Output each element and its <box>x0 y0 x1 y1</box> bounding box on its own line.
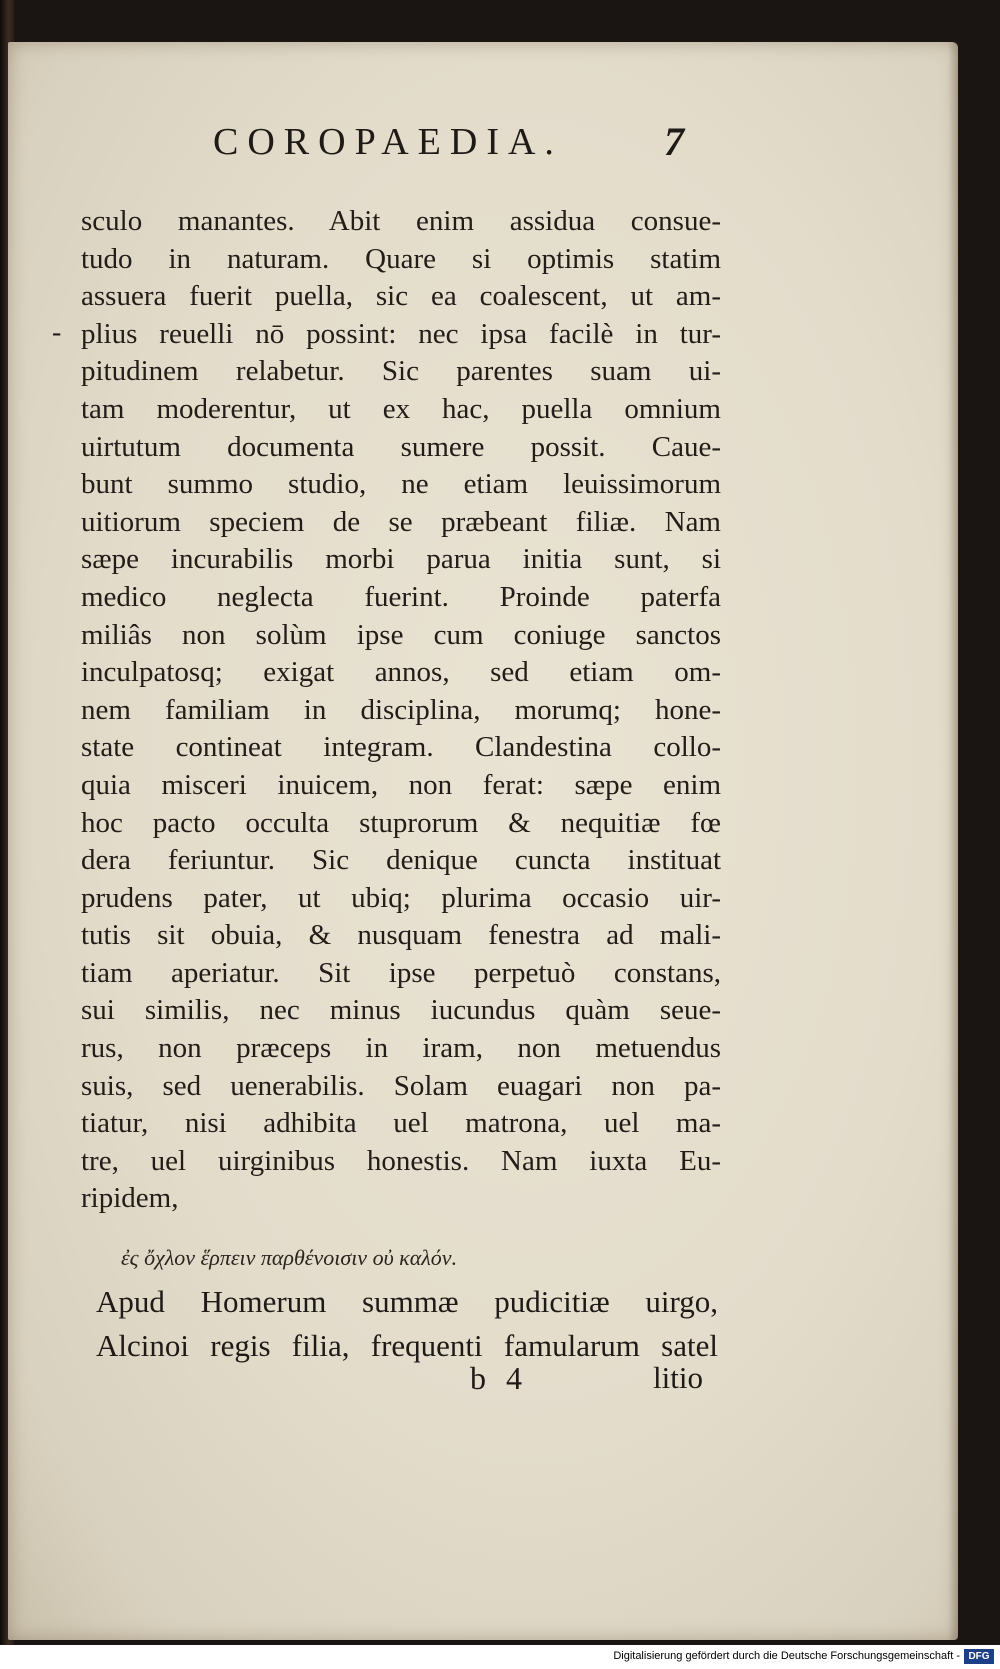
text-line: medico neglecta fuerint. Proinde paterfa <box>81 580 721 613</box>
text-line: bunt summo studio, ne etiam leuissimorum <box>81 468 721 501</box>
text-line: uirtutum documenta sumere possit. Caue- <box>81 430 721 463</box>
greek-quotation: ἐς ὄχλον ἕρπειν παρθένοισιν οὐ καλόν. <box>121 1245 458 1270</box>
body-text <box>81 203 721 1218</box>
text-line: dera feriuntur. Sic denique cuncta instituat <box>81 844 721 877</box>
page-number: 7 <box>664 119 684 164</box>
text-line: hoc pacto occulta stuprorum & nequitiæ fœ <box>81 806 721 839</box>
text-line: sculo manantes. Abit enim assidua consue- <box>81 205 721 237</box>
page-header <box>8 120 958 170</box>
text-line: tiatur, nisi adhibita uel matrona, uel ma- <box>81 1107 721 1140</box>
text-line: uitiorum speciem de se præbeant filiæ. Nam <box>81 505 721 538</box>
bottom-paragraph <box>96 1280 718 1368</box>
text-line: suis, sed uenerabilis. Solam euagari non pa- <box>81 1069 721 1102</box>
dfg-logo: DFG <box>964 1649 994 1664</box>
text-line: rus, non præceps in iram, non metuendus <box>81 1032 721 1065</box>
page-edge-shadow <box>948 42 958 1640</box>
text-line: Alcinoi regis filia, frequenti famularum satel <box>96 1328 718 1363</box>
catchword: litio <box>653 1360 703 1395</box>
book-page <box>8 42 958 1640</box>
footer-bar <box>0 1645 1000 1669</box>
text-line: plius reuelli nō possint: nec ipsa facilè in tur- <box>81 317 721 350</box>
text-line: Apud Homerum summæ pudicitiæ uirgo, <box>96 1284 718 1319</box>
text-line: tre, uel uirginibus honestis. Nam iuxta Eu- <box>81 1144 721 1177</box>
text-line: sui similis, nec minus iucundus quàm seue- <box>81 994 721 1027</box>
text-line: ripidem, <box>81 1182 179 1215</box>
text-line: prudens pater, ut ubiq; plurima occasio uir- <box>81 881 721 914</box>
text-line: sæpe incurabilis morbi parua initia sunt, si <box>81 543 721 576</box>
running-title: COROPAEDIA. <box>213 121 563 163</box>
text-line: inculpatosq; exigat annos, sed etiam om- <box>81 656 721 689</box>
text-line: assuera fuerit puella, sic ea coalescent, ut am- <box>81 280 721 313</box>
text-line: pitudinem relabetur. Sic parentes suam ui- <box>81 355 721 388</box>
funding-credit: Digitalisierung gefördert durch die Deutsche Forschungsgemeinschaft - <box>613 1650 960 1662</box>
text-line: state contineat integram. Clandestina collo- <box>81 731 721 764</box>
signature-mark: b 4 <box>470 1360 528 1396</box>
text-line: tam moderentur, ut ex hac, puella omnium <box>81 392 721 425</box>
text-line: tudo in naturam. Quare si optimis statim <box>81 242 721 275</box>
text-line: nem familiam in disciplina, morumq; hone- <box>81 693 721 726</box>
text-line: tiam aperiatur. Sit ipse perpetuò constans, <box>81 956 721 989</box>
text-line: miliâs non solùm ipse cum coniuge sanctos <box>81 618 721 651</box>
text-line: quia misceri inuicem, non ferat: sæpe enim <box>81 768 721 801</box>
margin-mark: - <box>52 317 62 348</box>
text-line: tutis sit obuia, & nusquam fenestra ad mali- <box>81 919 721 952</box>
